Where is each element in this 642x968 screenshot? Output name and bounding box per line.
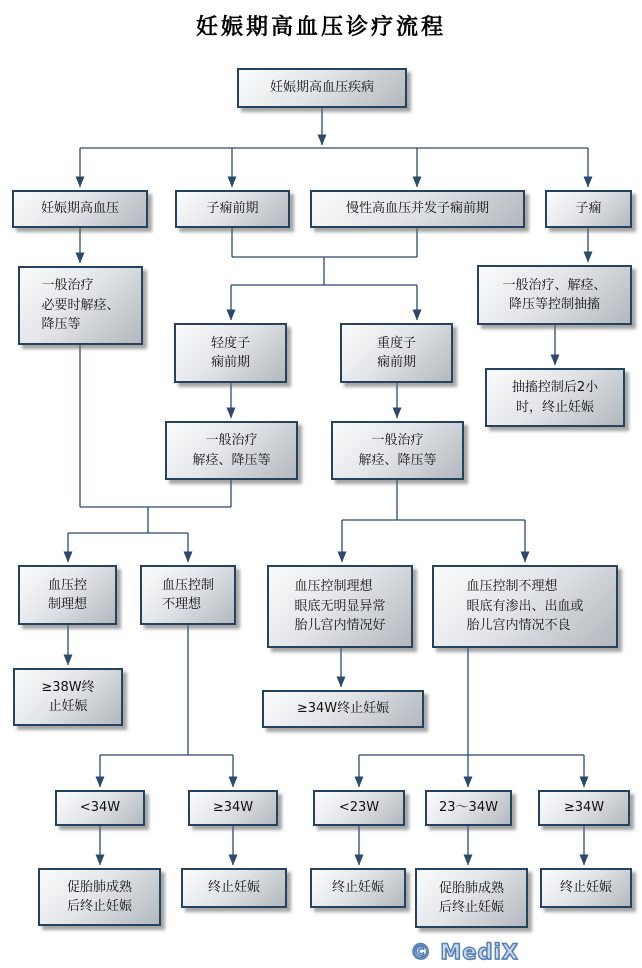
node-week-ge34-b: ≥34W xyxy=(538,790,630,826)
node-gestational-hypertension: 妊娠期高血压 xyxy=(12,190,148,228)
node-bp-controlled-fundus-normal: 血压控制理想 眼底无明显异常 胎儿宫内情况好 xyxy=(267,565,413,648)
node-terminate-c: 终止妊娠 xyxy=(540,868,632,908)
node-mild-preeclampsia: 轻度子 痫前期 xyxy=(174,323,287,383)
node-terminate-after-seizure-control: 抽搐控制后2小 时，终止妊娠 xyxy=(485,368,625,427)
diagram-title: 妊娠期高血压诊疗流程 xyxy=(195,14,446,40)
node-terminate-ge34w: ≥34W终止妊娠 xyxy=(262,690,424,728)
node-severe-preeclampsia: 重度子 痫前期 xyxy=(340,323,453,383)
node-week-lt34: <34W xyxy=(55,790,145,826)
node-week-23to34: 23～34W xyxy=(425,790,512,826)
medix-watermark: © MediX xyxy=(410,940,519,964)
node-general-treatment-left: 一般治疗 必要时解痉、 降压等 xyxy=(18,266,143,345)
node-bp-controlled: 血压控 制理想 xyxy=(18,565,117,625)
node-week-lt23: <23W xyxy=(313,790,405,826)
node-general-treatment-severe: 一般治疗 解痉、降压等 xyxy=(331,421,464,480)
node-week-ge34-a: ≥34W xyxy=(188,790,278,826)
node-preeclampsia: 子痫前期 xyxy=(175,190,290,228)
node-bp-uncontrolled-fundus-abnormal: 血压控制不理想 眼底有渗出、出血或 胎儿宫内情况不良 xyxy=(432,565,618,648)
node-eclampsia: 子痫 xyxy=(545,190,632,228)
node-terminate-b: 终止妊娠 xyxy=(310,868,406,908)
node-terminate-ge38w: ≥38W终 止妊娠 xyxy=(13,668,123,726)
node-bp-uncontrolled: 血压控制 不理想 xyxy=(140,565,236,625)
node-lung-maturity-then-terminate-b: 促胎肺成熟 后终止妊娠 xyxy=(415,868,528,928)
node-general-treatment-eclampsia: 一般治疗、解痉、 降压等控制抽搐 xyxy=(477,265,632,325)
node-general-treatment-mild: 一般治疗 解痉、降压等 xyxy=(165,421,298,480)
node-chronic-htn-with-preeclampsia: 慢性高血压并发子痫前期 xyxy=(310,190,525,228)
node-terminate-a: 终止妊娠 xyxy=(181,868,287,908)
node-lung-maturity-then-terminate-a: 促胎肺成熟 后终止妊娠 xyxy=(38,868,161,926)
node-root: 妊娠期高血压疾病 xyxy=(237,68,407,108)
